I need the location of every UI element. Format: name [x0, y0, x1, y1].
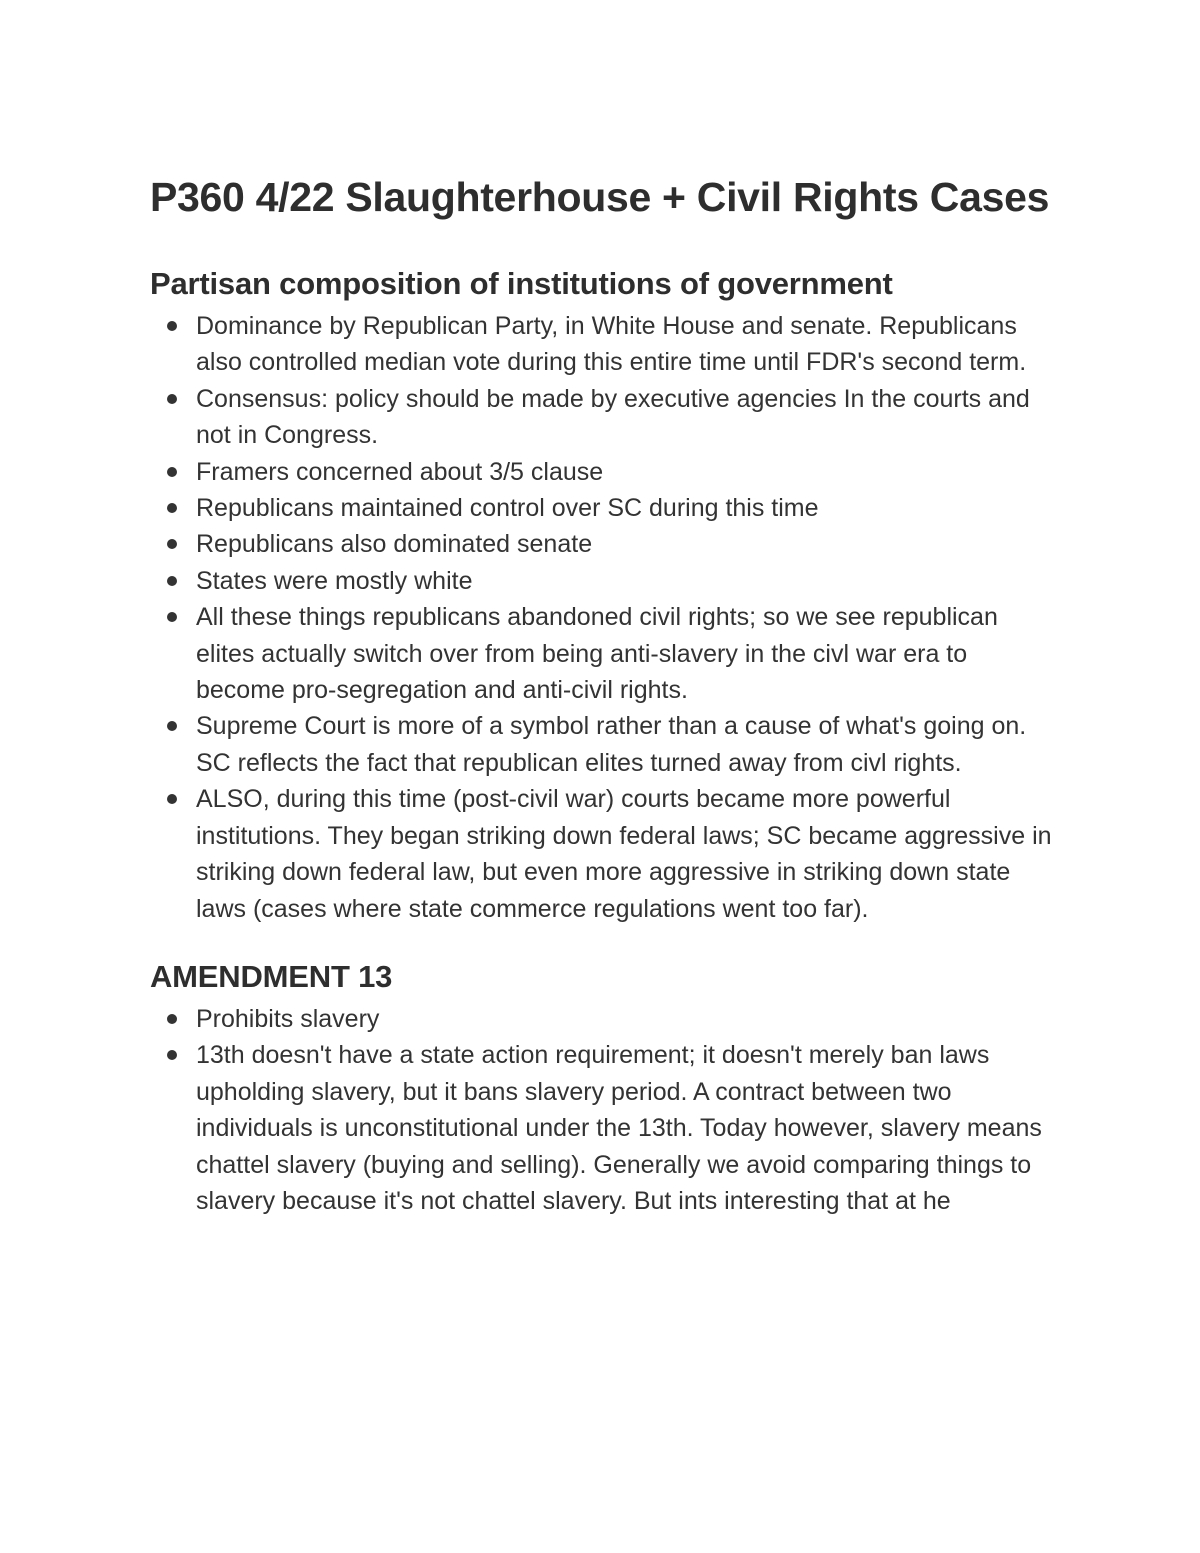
list-item	[150, 308, 1060, 381]
list-item	[150, 708, 1060, 781]
bullet-dot-icon	[167, 612, 177, 622]
list-item-text: Framers concerned about 3/5 clause	[196, 457, 604, 486]
bullet-dot-icon	[167, 1050, 177, 1060]
list-item-text: Supreme Court is more of a symbol rather than a cause of what's going on. SC reflects the fact that republican elites turned away from civl rights.	[196, 712, 1027, 777]
list-item	[150, 599, 1060, 708]
list-item	[150, 781, 1060, 927]
list-item-text: Republicans maintained control over SC during this time	[196, 494, 819, 523]
bullet-list	[150, 308, 1060, 927]
bullet-dot-icon	[167, 1014, 177, 1024]
page-title: P360 4/22 Slaughterhouse + Civil Rights Cases	[150, 174, 1050, 220]
bullet-dot-icon	[167, 503, 177, 513]
bullet-dot-icon	[167, 576, 177, 586]
list-item	[150, 526, 1060, 562]
list-item-text: States were mostly white	[196, 566, 473, 595]
bullet-dot-icon	[167, 794, 177, 804]
list-item-text: Republicans also dominated senate	[196, 530, 593, 559]
list-item	[150, 1037, 1060, 1219]
list-item-text: ALSO, during this time (post-civil war) courts became more powerful institutions. They began striking down federal laws; SC became aggressive in striking down federal law, but even more aggressive in striking down state laws (cases where state commerce regulations went too far).	[196, 785, 1052, 923]
section-amendment-13	[150, 957, 1060, 1219]
bullet-dot-icon	[167, 394, 177, 404]
section-heading: AMENDMENT 13	[150, 958, 393, 994]
list-item	[150, 454, 1060, 490]
bullet-list	[150, 1001, 1060, 1219]
list-item	[150, 490, 1060, 526]
list-item	[150, 1001, 1060, 1037]
bullet-dot-icon	[167, 321, 177, 331]
bullet-dot-icon	[167, 721, 177, 731]
section-partisan-composition	[150, 264, 1060, 927]
section-heading: Partisan composition of institutions of government	[150, 266, 893, 301]
list-item-text: Dominance by Republican Party, in White House and senate. Republicans also controlled median vote during this entire time until FDR's second term.	[196, 312, 1027, 377]
bullet-dot-icon	[167, 539, 177, 549]
list-item	[150, 381, 1060, 454]
list-item	[150, 563, 1060, 599]
list-item-text: Prohibits slavery	[196, 1004, 380, 1033]
list-item-text: 13th doesn't have a state action requirement; it doesn't merely ban laws upholding slavery, but it bans slavery period. A contract between two individuals is unconstitutional under the 13th. Today however, slavery means chattel slavery (buying and selling). Generally we avoid comparing things to slavery because it's not chattel slavery. But ints interesting that at he	[196, 1041, 1042, 1215]
bullet-dot-icon	[167, 467, 177, 477]
list-item-text: All these things republicans abandoned civil rights; so we see republican elites actually switch over from being anti-slavery in the civl war era to become pro-segregation and anti-civil rights.	[196, 603, 998, 705]
document-page	[150, 170, 1060, 1219]
list-item-text: Consensus: policy should be made by executive agencies In the courts and not in Congress.	[196, 384, 1030, 450]
